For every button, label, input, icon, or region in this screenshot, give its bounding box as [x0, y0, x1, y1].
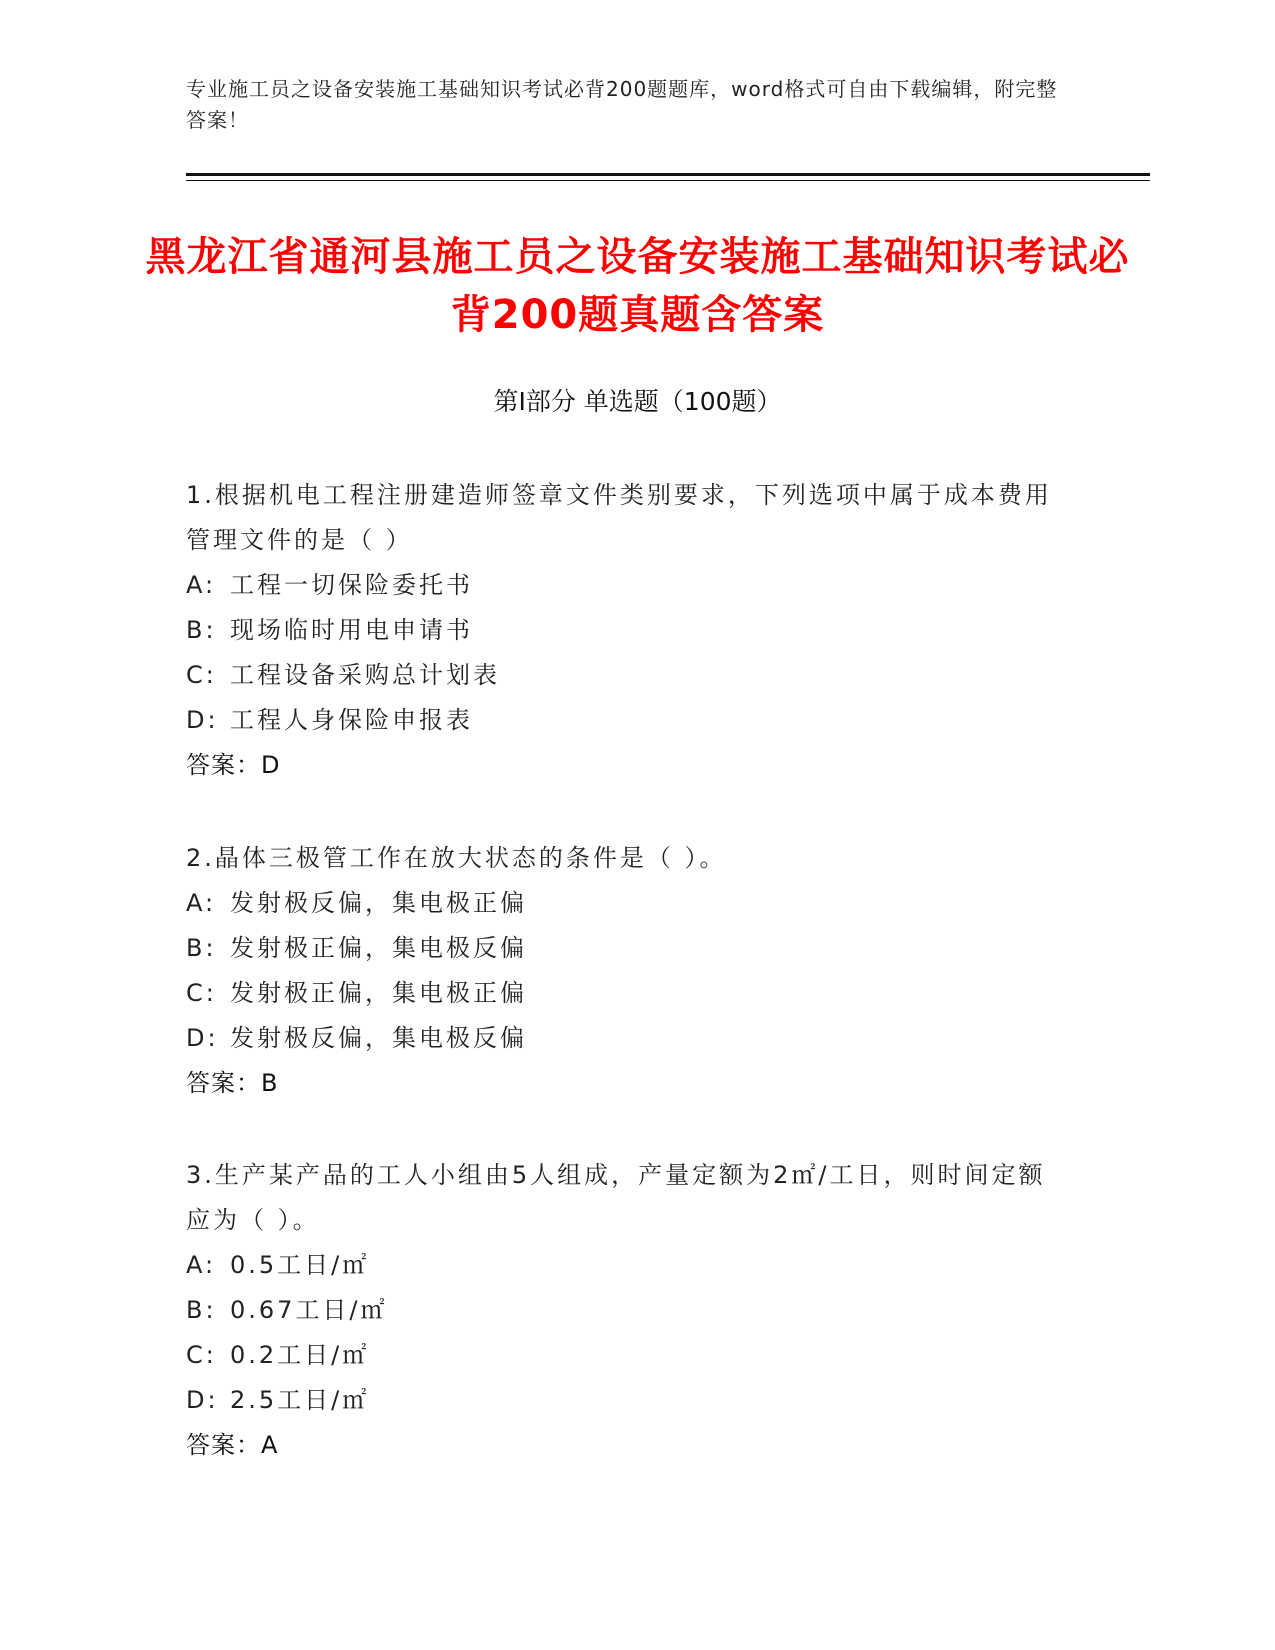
option-key: C:	[186, 979, 217, 1007]
section-heading: 第Ⅰ部分 单选题（100题）	[493, 387, 782, 416]
option-text: 发射极正偏，集电极正偏	[230, 979, 527, 1007]
option-d	[186, 698, 1066, 743]
option-b	[186, 1288, 1066, 1333]
header-divider-thin	[186, 180, 1150, 181]
option-key: A:	[186, 1251, 217, 1279]
option-text: 工程设备采购总计划表	[230, 661, 500, 689]
option-key: D:	[186, 706, 219, 734]
option-d	[186, 1378, 1066, 1423]
option-text: 现场临时用电申请书	[230, 616, 473, 644]
option-b	[186, 608, 1066, 653]
question-1	[186, 473, 1066, 788]
option-d	[186, 1016, 1066, 1061]
option-text: 发射极反偏，集电极正偏	[230, 889, 527, 917]
option-text: 发射极反偏，集电极反偏	[230, 1024, 527, 1052]
option-text: 工程人身保险申报表	[230, 706, 473, 734]
option-a	[186, 1243, 1066, 1288]
option-key: B:	[186, 616, 217, 644]
option-text: 工程一切保险委托书	[230, 571, 473, 599]
option-key: C:	[186, 1341, 217, 1369]
question-stem: 1.根据机电工程注册建造师签章文件类别要求，下列选项中属于成本费用管理文件的是（ ）	[186, 481, 1052, 554]
option-c	[186, 971, 1066, 1016]
option-text: 0.2工日/㎡	[230, 1341, 370, 1369]
document-title: 黑龙江省通河县施工员之设备安装施工基础知识考试必背200题真题含答案	[145, 234, 1130, 338]
answer-line: 答案：A	[186, 1431, 279, 1459]
option-text: 2.5工日/㎡	[230, 1386, 370, 1414]
option-key: D:	[186, 1386, 219, 1414]
option-key: D:	[186, 1024, 219, 1052]
header-divider-thick	[186, 173, 1150, 176]
answer-line: 答案：B	[186, 1069, 279, 1097]
option-key: C:	[186, 661, 217, 689]
option-c	[186, 1333, 1066, 1378]
option-key: B:	[186, 934, 217, 962]
option-a	[186, 881, 1066, 926]
header-note: 专业施工员之设备安装施工基础知识考试必背200题题库，word格式可自由下载编辑，附完整答案！	[186, 77, 1058, 132]
option-text: 0.67工日/㎡	[230, 1296, 388, 1324]
answer-line: 答案：D	[186, 751, 281, 779]
option-text: 发射极正偏，集电极反偏	[230, 934, 527, 962]
option-key: B:	[186, 1296, 217, 1324]
question-2	[186, 836, 1066, 1106]
option-b	[186, 926, 1066, 971]
question-stem: 3.生产某产品的工人小组由5人组成，产量定额为2㎡/工日，则时间定额应为（ ）。	[186, 1161, 1046, 1234]
option-text: 0.5工日/㎡	[230, 1251, 370, 1279]
question-3	[186, 1153, 1066, 1468]
option-key: A:	[186, 889, 217, 917]
option-c	[186, 653, 1066, 698]
option-a	[186, 563, 1066, 608]
question-stem: 2.晶体三极管工作在放大状态的条件是（ ）。	[186, 844, 727, 872]
option-key: A:	[186, 571, 217, 599]
